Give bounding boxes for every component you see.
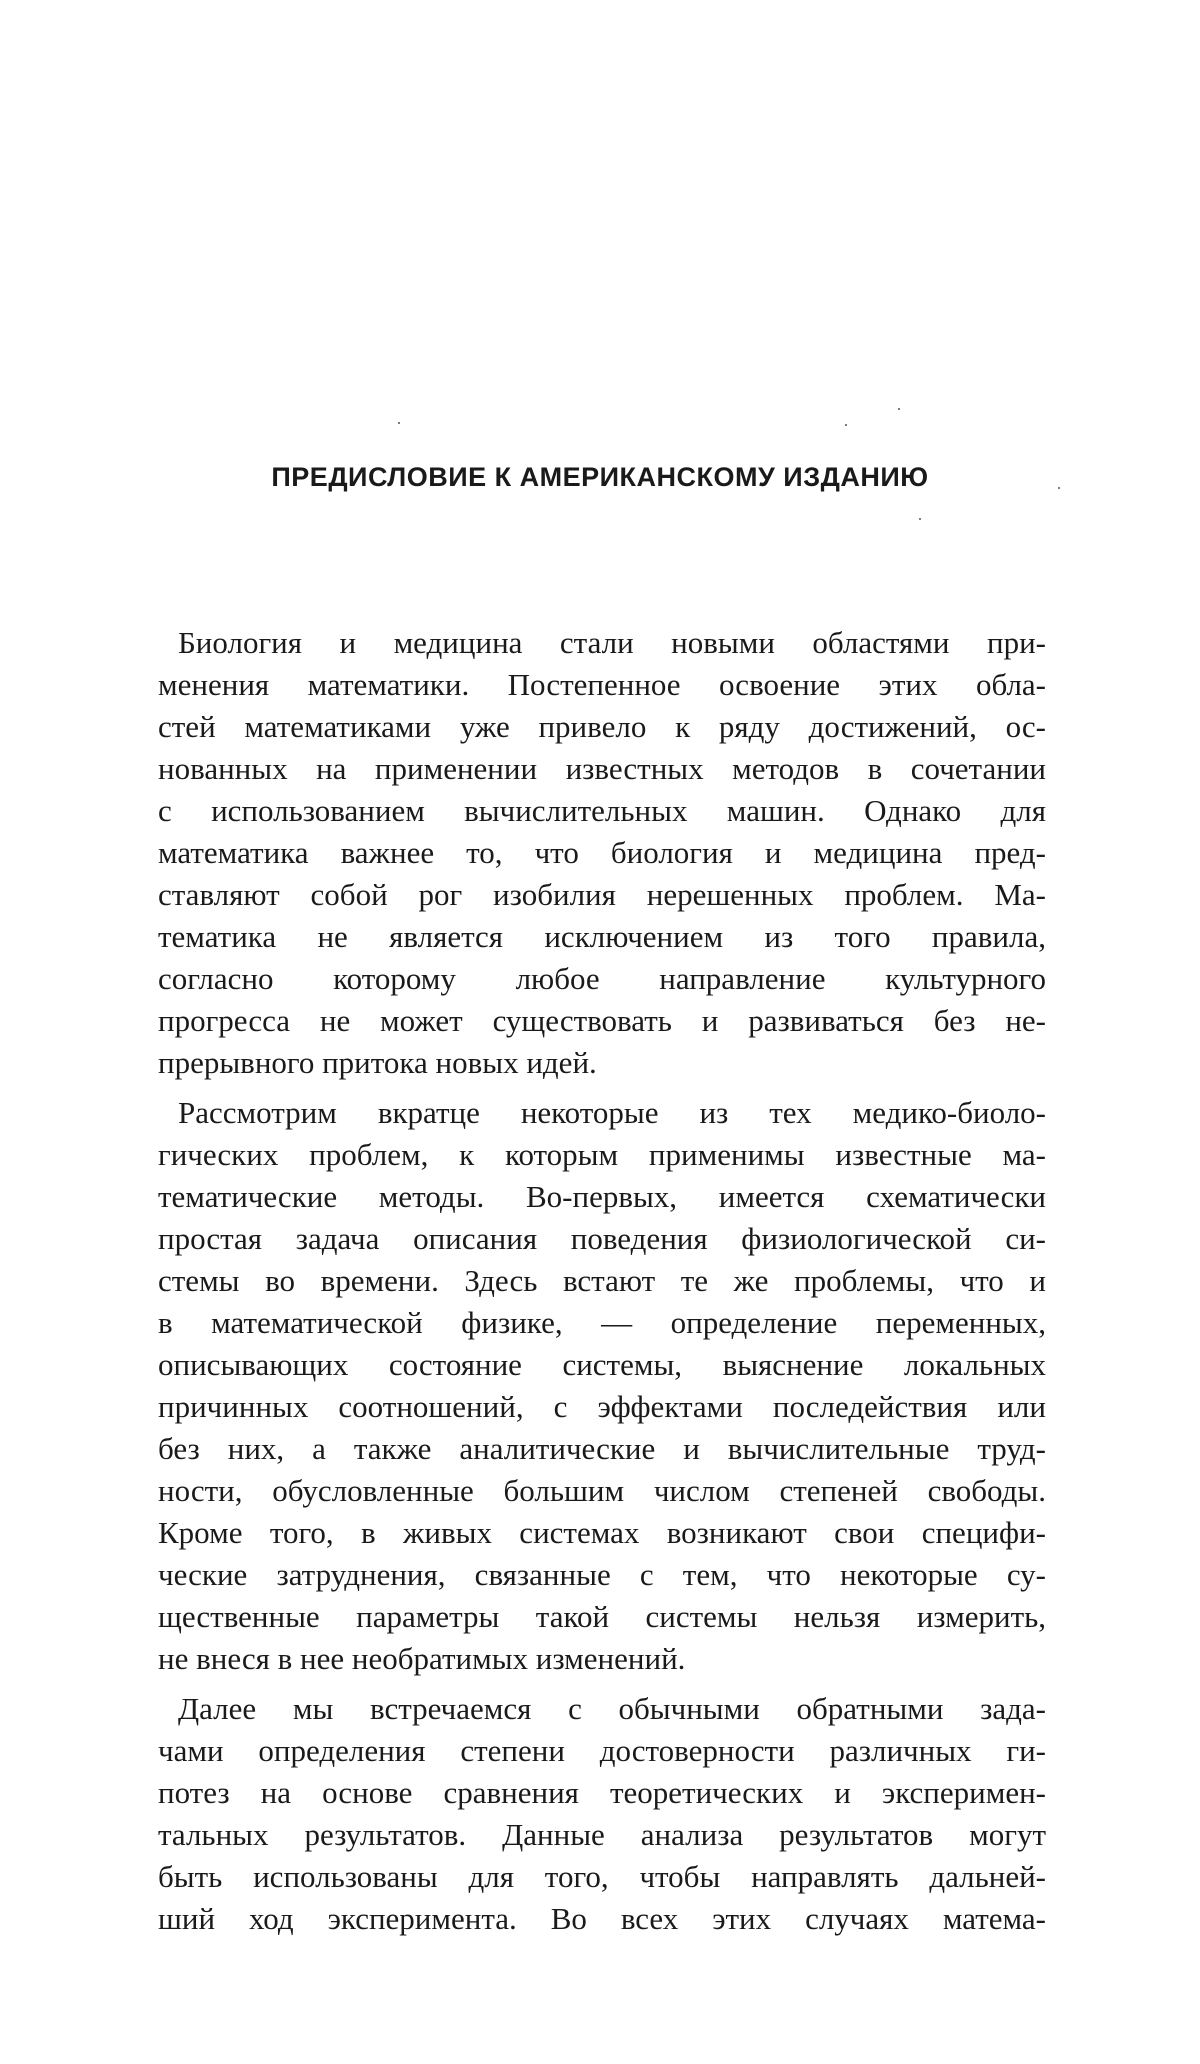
paragraph-1: [158, 622, 1046, 1084]
text-line: стемы во времени. Здесь встают те же проблемы, что и: [158, 1263, 1046, 1298]
scan-speck: [1058, 487, 1060, 489]
text-line: в математической физике, — определение переменных,: [158, 1305, 1046, 1340]
text-line: Биология и медицина стали новыми областями при-: [178, 625, 1046, 660]
text-line: стей математиками уже привело к ряду достижений, ос-: [158, 709, 1046, 744]
text-line: прогресса не может существовать и развиваться без не-: [158, 1003, 1046, 1038]
scan-speck: [845, 424, 847, 426]
page-heading: ПРЕДИСЛОВИЕ К АМЕРИКАНСКОМУ ИЗДАНИЮ: [271, 462, 929, 492]
text-line: ности, обусловленные большим числом степеней свободы.: [158, 1473, 1046, 1508]
text-line: тематика не является исключением из того правила,: [158, 919, 1046, 954]
text-line: с использованием вычислительных машин. Однако для: [158, 793, 1046, 828]
text-line: математика важнее то, что биология и медицина пред-: [158, 835, 1046, 870]
scan-speck: [919, 518, 921, 520]
text-line: Кроме того, в живых системах возникают свои специфи-: [158, 1515, 1046, 1550]
text-line: согласно которому любое направление культурного: [158, 961, 1046, 996]
text-line: щественные параметры такой системы нельзя измерить,: [158, 1599, 1046, 1634]
scan-speck: [898, 408, 900, 410]
text-line: нованных на применении известных методов в сочетании: [158, 751, 1046, 786]
text-line: не внеся в нее необратимых изменений.: [158, 1641, 686, 1676]
text-line: чами определения степени достоверности различных ги-: [158, 1733, 1046, 1768]
text-line: простая задача описания поведения физиологической си-: [158, 1221, 1046, 1256]
scan-speck: [398, 422, 400, 424]
text-line: Рассмотрим вкратце некоторые из тех медико-биоло-: [178, 1095, 1046, 1130]
text-line: тальных результатов. Данные анализа результатов могут: [158, 1817, 1046, 1852]
text-line: ческие затруднения, связанные с тем, что некоторые су-: [158, 1557, 1046, 1592]
body-text: [158, 622, 1046, 1948]
text-line: Далее мы встречаемся с обычными обратными зада-: [178, 1691, 1046, 1726]
text-line: менения математики. Постепенное освоение этих обла-: [158, 667, 1046, 702]
text-line: тематические методы. Во-первых, имеется схематически: [158, 1179, 1046, 1214]
paragraph-2: [158, 1092, 1046, 1680]
text-line: ший ход эксперимента. Во всех этих случаях матема-: [158, 1901, 1046, 1936]
text-line: быть использованы для того, чтобы направлять дальней-: [158, 1859, 1046, 1894]
text-line: потез на основе сравнения теоретических и эксперимен-: [158, 1775, 1046, 1810]
paragraph-3: [158, 1688, 1046, 1940]
text-line: без них, а также аналитические и вычислительные труд-: [158, 1431, 1046, 1466]
text-line: прерывного притока новых идей.: [158, 1045, 597, 1080]
text-line: ставляют собой рог изобилия нерешенных проблем. Ма-: [158, 877, 1046, 912]
text-line: причинных соотношений, с эффектами последействия или: [158, 1389, 1046, 1424]
text-line: гических проблем, к которым применимы известные ма-: [158, 1137, 1046, 1172]
text-line: описывающих состояние системы, выяснение локальных: [158, 1347, 1046, 1382]
